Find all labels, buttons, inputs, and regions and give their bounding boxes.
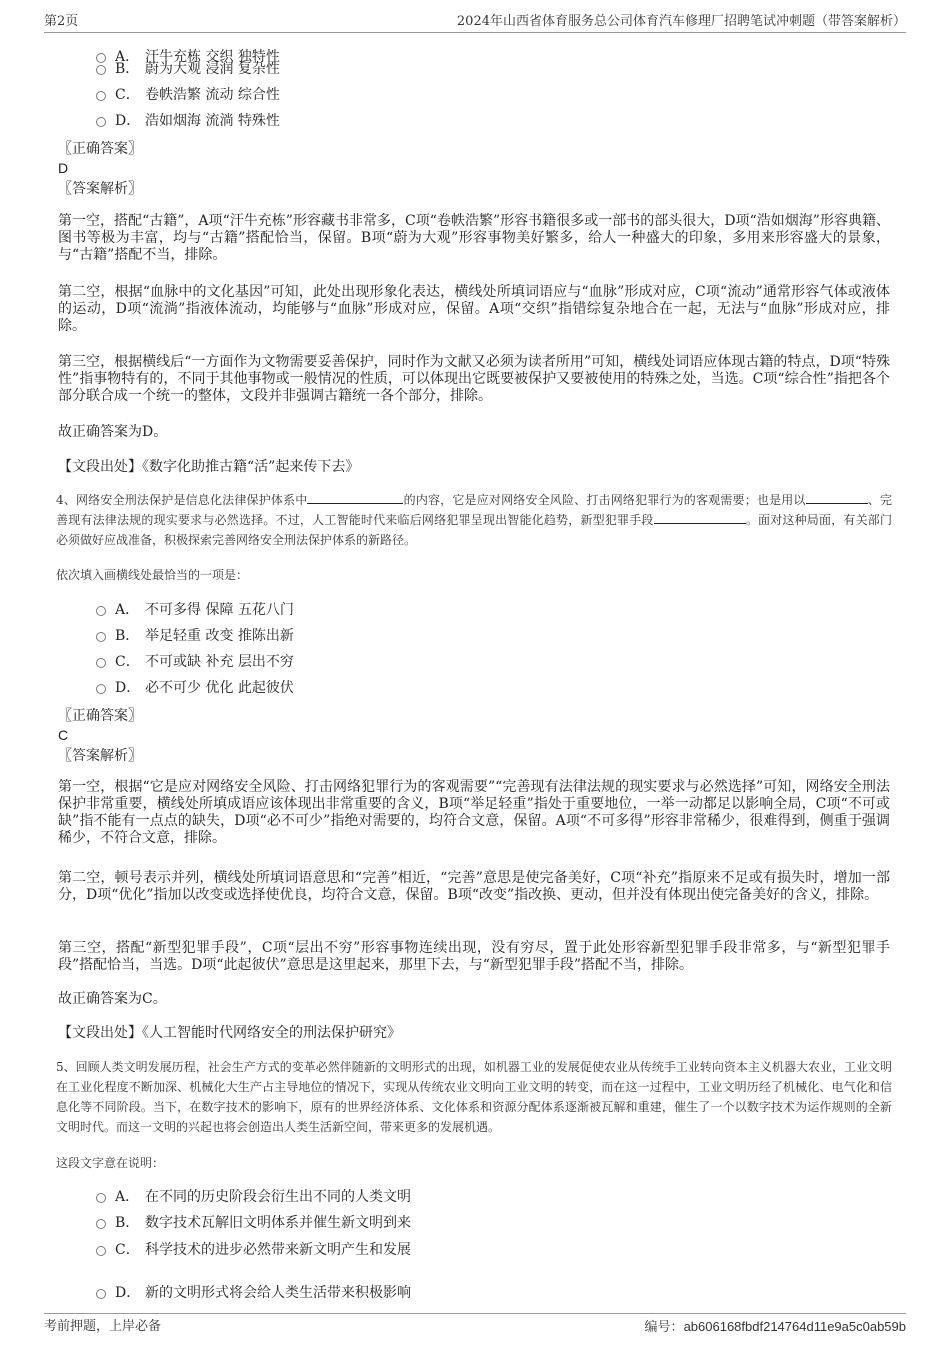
q4-stem: 4、网络安全刑法保护是信息化法律保护体系中 的内容，它是应对网络安全风险、打击网络犯罪行为的客观需要；也是用以 、完善现有法律法规的现实要求与必然选择。不过，人工智能时代来临后网络犯罪呈现出智能化趋势，新型犯罪手段 。面对这种局面，有关部门必须做好应战准备，积极探索完善网络安全刑法保护体系的新路径。 bbox=[56, 493, 892, 547]
radio-icon[interactable] bbox=[96, 632, 106, 642]
radio-icon[interactable] bbox=[96, 1193, 106, 1203]
document-code: 编号：ab606168fbdf214764d11e9a5c0ab59b bbox=[644, 1319, 906, 1335]
radio-icon[interactable] bbox=[96, 606, 106, 616]
page-header bbox=[44, 14, 906, 33]
q3-analysis-para-1: 第一空，搭配“古籍”，A项“汗牛充栋”形容藏书非常多，C项“卷帙浩繁”形容书籍很多或一部书的部头很大，D项“浩如烟海”形容典籍、图书等极为丰富，均与“古籍”搭配恰当，保留。B项“蔚为大观”形容事物美好繁多，给人一种盛大的印象，多用来形容盛大的景象，与“古籍”搭配不当，排除。 bbox=[58, 213, 890, 263]
radio-icon[interactable] bbox=[96, 1219, 106, 1229]
q4-analysis-conclusion: 故正确答案为C。 bbox=[58, 991, 167, 1007]
q3-option-b[interactable]: B． 蔚为大观 浸润 复杂性 bbox=[96, 58, 280, 80]
q4-option-d[interactable]: D． 必不可少 优化 此起彼伏 bbox=[96, 677, 294, 699]
q3-analysis-para-3: 第三空，根据横线后“一方面作为文物需要妥善保护，同时作为文献又必须为读者所用”可知，横线处词语应体现古籍的特点，D项“特殊性”指事物特有的，不同于其他事物或一般情况的性质，可以体现出它既要被保护又要被使用的特殊之处，当选。C项“综合性”指把各个部分联合成一个统一的整体，文段并非强调古籍统一各个部分，排除。 bbox=[58, 354, 890, 404]
q4-analysis-para-1: 第一空，根据“它是应对网络安全风险、打击网络犯罪行为的客观需要”“完善现有法律法规的现实要求与必然选择”可知，网络安全刑法保护非常重要，横线处所填成语应该体现出非常重要的含义，B项“举足轻重”指处于重要地位，一举一动都足以影响全局，C项“不可或缺”指不能有一点点的缺失，D项“必不可少”指绝对需要的，均符合文意，保留。A项“不可多得”形容非常稀少，很难得到，侧重于强调稀少，不符合文意，排除。 bbox=[58, 779, 890, 846]
q3-analysis-label: 〖答案解析〗 bbox=[58, 181, 142, 197]
page-number: 第2页 bbox=[44, 14, 79, 29]
q4-option-c[interactable]: C． 不可或缺 补充 层出不穷 bbox=[96, 651, 294, 673]
q4-answer-label: 〖正确答案〗 bbox=[58, 708, 142, 724]
q4-prompt: 依次填入画横线处最恰当的一项是： bbox=[56, 568, 249, 582]
radio-icon[interactable] bbox=[96, 1246, 106, 1256]
q3-option-c[interactable]: C． 卷帙浩繁 流动 综合性 bbox=[96, 84, 280, 106]
document-title: 2024年山西省体育服务总公司体育汽车修理厂招聘笔试冲刺题（带答案解析） bbox=[456, 14, 906, 29]
q5-option-a[interactable]: A． 在不同的历史阶段会衍生出不同的人类文明 bbox=[96, 1186, 411, 1208]
blank-1 bbox=[307, 491, 403, 504]
radio-icon[interactable] bbox=[96, 65, 106, 75]
q3-answer: D bbox=[58, 160, 69, 176]
q3-option-d[interactable]: D． 浩如烟海 流淌 特殊性 bbox=[96, 110, 280, 132]
radio-icon[interactable] bbox=[96, 91, 106, 101]
q5-option-d[interactable]: D． 新的文明形式将会给人类生活带来积极影响 bbox=[96, 1282, 411, 1304]
q5-option-c[interactable]: C． 科学技术的进步必然带来新文明产生和发展 bbox=[96, 1239, 411, 1261]
q5-option-b[interactable]: B． 数字技术瓦解旧文明体系并催生新文明到来 bbox=[96, 1212, 411, 1234]
footer-slogan: 考前押题，上岸必备 bbox=[44, 1319, 162, 1334]
radio-icon[interactable] bbox=[96, 1289, 106, 1299]
q3-analysis-para-2: 第二空，根据“血脉中的文化基因”可知，此处出现形象化表达，横线处所填词语应与“血脉”形成对应，C项“流动”通常形容气体或液体的运动，D项“流淌”指液体流动，均能够与“血脉”形成对应，保留。A项“交织”指错综复杂地合在一起，无法与“血脉”形成对应，排除。 bbox=[58, 284, 890, 334]
q4-option-a[interactable]: A． 不可多得 保障 五花八门 bbox=[96, 599, 294, 621]
radio-icon[interactable] bbox=[96, 658, 106, 668]
page-footer bbox=[44, 1313, 906, 1336]
blank-2 bbox=[806, 491, 868, 504]
radio-icon[interactable] bbox=[96, 117, 106, 127]
q4-analysis-para-2: 第二空，顿号表示并列，横线处所填词语意思和“完善”相近，“完善”意思是使完备美好，C项“补充”指原来不足或有损失时，增加一部分，D项“优化”指加以改变或选择使优良，均符合文意，保留。B项“改变”指改换、更动，但并没有体现出使完备美好的含义，排除。 bbox=[58, 870, 890, 903]
radio-icon[interactable] bbox=[96, 684, 106, 694]
q4-answer: C bbox=[58, 727, 69, 743]
blank-3 bbox=[654, 511, 746, 524]
q3-source: 【文段出处】《数字化助推古籍“活”起来传下去》 bbox=[58, 459, 360, 475]
q4-analysis-label: 〖答案解析〗 bbox=[58, 748, 142, 764]
q3-option-a[interactable]: A． 汗牛充栋 交织 独特性 bbox=[96, 46, 280, 68]
q3-analysis-conclusion: 故正确答案为D。 bbox=[58, 424, 168, 440]
q4-analysis-para-3: 第三空，搭配“新型犯罪手段”，C项“层出不穷”形容事物连续出现，没有穷尽，置于此处形容新型犯罪手段非常多，与“新型犯罪手段”搭配恰当，当选。D项“此起彼伏”意思是这里起来，那里下去，与“新型犯罪手段”搭配不当，排除。 bbox=[58, 940, 890, 973]
q4-source: 【文段出处】《人工智能时代网络安全的刑法保护研究》 bbox=[58, 1025, 401, 1041]
q5-prompt: 这段文字意在说明： bbox=[56, 1156, 165, 1170]
q3-answer-label: 〖正确答案〗 bbox=[58, 141, 142, 157]
q4-option-b[interactable]: B． 举足轻重 改变 推陈出新 bbox=[96, 625, 294, 647]
q5-stem: 5、回顾人类文明发展历程，社会生产方式的变革必然伴随新的文明形式的出现，如机器工业的发展促使农业从传统手工业转向资本主义机器大农业，工业文明在工业化程度不断加深、机械化大生产占主导地位的情况下，实现从传统农业文明向工业文明的转变，而在这一过程中，工业文明历经了机械化、电气化和信息化等不同阶段。当下，在数字技术的影响下，原有的世界经济体系、文化体系和资源分配体系逐渐被瓦解和重建，催生了一个以数字技术为运作规则的全新文明时代。而这一文明的兴起也将会创造出人类生活新空间，带来更多的发展机遇。 bbox=[56, 1060, 892, 1134]
